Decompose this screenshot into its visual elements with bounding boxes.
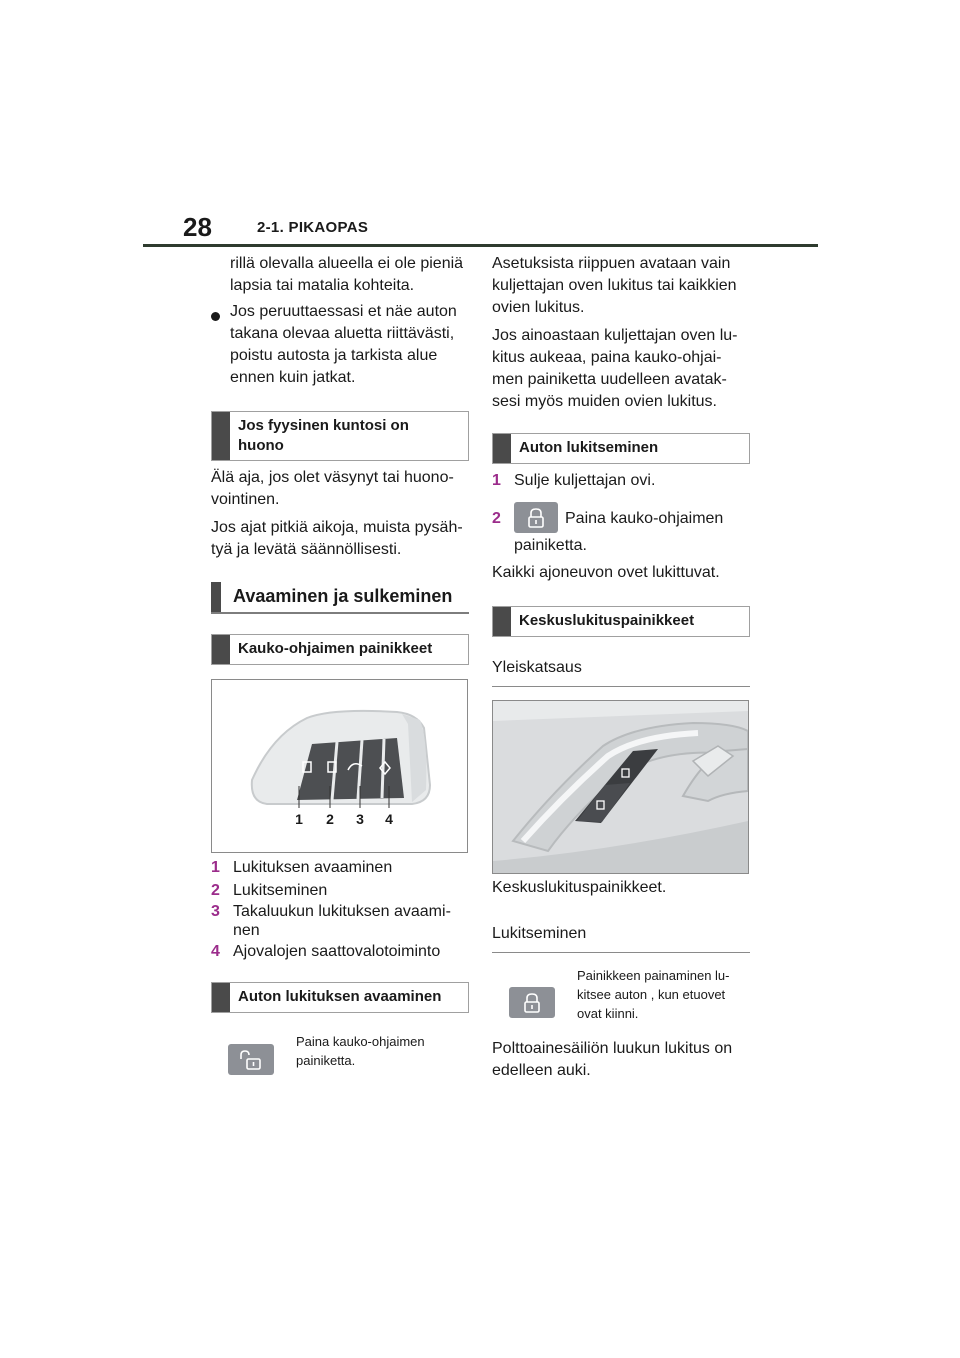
text-line: ennen kuin jatkat. [230, 369, 356, 386]
text-line: ovien lukitus. [492, 299, 585, 316]
legend-number: 4 [211, 943, 220, 960]
legend-item [211, 941, 441, 962]
box-lock-title: Auton lukitseminen [519, 439, 659, 456]
text-line: men painiketta uudelleen avatak- [492, 371, 727, 388]
text-line: sesi myös muiden ovien lukitus. [492, 393, 717, 410]
box-central-title: Keskuslukituspainikkeet [519, 612, 695, 629]
legend-text: Lukitseminen [233, 882, 328, 899]
box-central [492, 606, 750, 637]
legend-number: 1 [211, 859, 220, 876]
locking-subheading [492, 925, 750, 953]
all-locked-text: Kaikki ajoneuvon ovet lukittuvat. [492, 564, 720, 581]
chapter-title: 2-1. PIKAOPAS [257, 219, 369, 236]
text-line: takana olevaa aluetta riittävästi, [230, 325, 455, 342]
text-line: kitus aukeaa, paina kauko-ohjai- [492, 349, 722, 366]
text-line: kuljettajan oven lukitus tai kaikkien [492, 277, 737, 294]
fitness-text [211, 467, 463, 561]
fuel-text [492, 1038, 732, 1082]
step-2 [492, 508, 501, 529]
central-lock-button-icon [509, 987, 555, 1018]
text-line: Jos peruuttaessasi et näe auton [230, 303, 457, 320]
step-text: Sulje kuljettajan ovi. [514, 472, 656, 489]
figure-label-3: 3 [356, 811, 364, 827]
unlock-description [296, 1032, 425, 1070]
text-line: poistu autosta ja tarkista alue [230, 347, 438, 364]
legend-text: Lukituksen avaaminen [233, 859, 393, 876]
figure-label-4: 4 [385, 811, 393, 827]
box-buttons [211, 634, 469, 665]
box-bar [493, 434, 511, 463]
bullet-item [230, 301, 457, 389]
text-line: Älä aja, jos olet väsynyt tai huono- [211, 469, 454, 486]
step-text: Paina kauko-ohjaimen [565, 510, 724, 527]
box-lock [492, 433, 750, 464]
box-fitness [211, 411, 469, 461]
text-line: Paina kauko-ohjaimen [296, 1034, 425, 1049]
legend-item [211, 880, 328, 901]
key-fob-figure [211, 679, 468, 853]
locking-title: Lukitseminen [492, 925, 587, 942]
bullet-dot [211, 312, 220, 321]
box-bar [212, 412, 230, 460]
left-intro [230, 253, 463, 297]
lock-button-icon [514, 502, 558, 533]
lock-icon [522, 992, 542, 1014]
box-bar [493, 607, 511, 636]
text-line: edelleen auki. [492, 1062, 591, 1079]
figure-label-2: 2 [326, 811, 334, 827]
box-fitness-title [238, 416, 409, 456]
text-line: Asetuksista riippuen avataan vain [492, 255, 731, 272]
legend-text: nen [233, 922, 260, 939]
text-line: tyä ja levätä säännöllisesti. [211, 541, 402, 558]
text-line: rillä olevalla alueella ei ole pieniä [230, 255, 464, 272]
legend-item [211, 857, 393, 878]
central-lock-figure [492, 700, 749, 874]
box-bar [212, 983, 230, 1012]
box-buttons-title: Kauko-ohjaimen painikkeet [238, 640, 433, 657]
legend-number: 3 [211, 903, 220, 920]
section-title: Avaaminen ja sulkeminen [233, 586, 453, 606]
door-panel-illustration [493, 701, 748, 873]
header-divider [143, 244, 818, 247]
right-intro [492, 253, 738, 413]
step-number: 1 [492, 472, 501, 489]
box-bar [212, 635, 230, 664]
figure-caption: Keskuslukituspainikkeet. [492, 879, 667, 896]
unlock-button-icon [228, 1044, 274, 1075]
legend-item [211, 901, 451, 939]
locking-description [577, 966, 729, 1023]
figure-label-1: 1 [295, 811, 303, 827]
overview-subheading [492, 659, 750, 687]
text-line: huono [238, 437, 284, 454]
text-line: ovat kiinni. [577, 1006, 639, 1021]
section-header [211, 582, 469, 614]
text-line: Jos fyysinen kuntosi on [238, 417, 409, 434]
text-line: painiketta. [296, 1053, 356, 1068]
text-line: Jos ajat pitkiä aikoja, muista pysäh- [211, 519, 463, 536]
page-number: 28 [183, 212, 212, 242]
text-line: kitsee auton , kun etuovet [577, 987, 726, 1002]
bullet-marker [211, 308, 220, 326]
text-line: vointinen. [211, 491, 280, 508]
lock-icon [526, 507, 546, 529]
legend-number: 2 [211, 882, 220, 899]
step-text: painiketta. [514, 537, 587, 554]
text-line: Jos ainoastaan kuljettajan oven lu- [492, 327, 738, 344]
text-line: Polttoainesäiliön luukun lukitus on [492, 1040, 733, 1057]
text-line: Painikkeen painaminen lu- [577, 968, 730, 983]
box-unlock [211, 982, 469, 1013]
step-1 [492, 470, 656, 491]
unlock-icon [239, 1050, 263, 1070]
step-number: 2 [492, 510, 501, 527]
legend-text: Ajovalojen saattovalotoiminto [233, 943, 441, 960]
box-unlock-title: Auton lukituksen avaaminen [238, 988, 442, 1005]
section-bar [211, 582, 221, 612]
legend-text: Takaluukun lukituksen avaami- [233, 903, 451, 920]
overview-title: Yleiskatsaus [492, 659, 582, 676]
key-fob-illustration [212, 680, 467, 852]
text-line: lapsia tai matalia kohteita. [230, 277, 415, 294]
